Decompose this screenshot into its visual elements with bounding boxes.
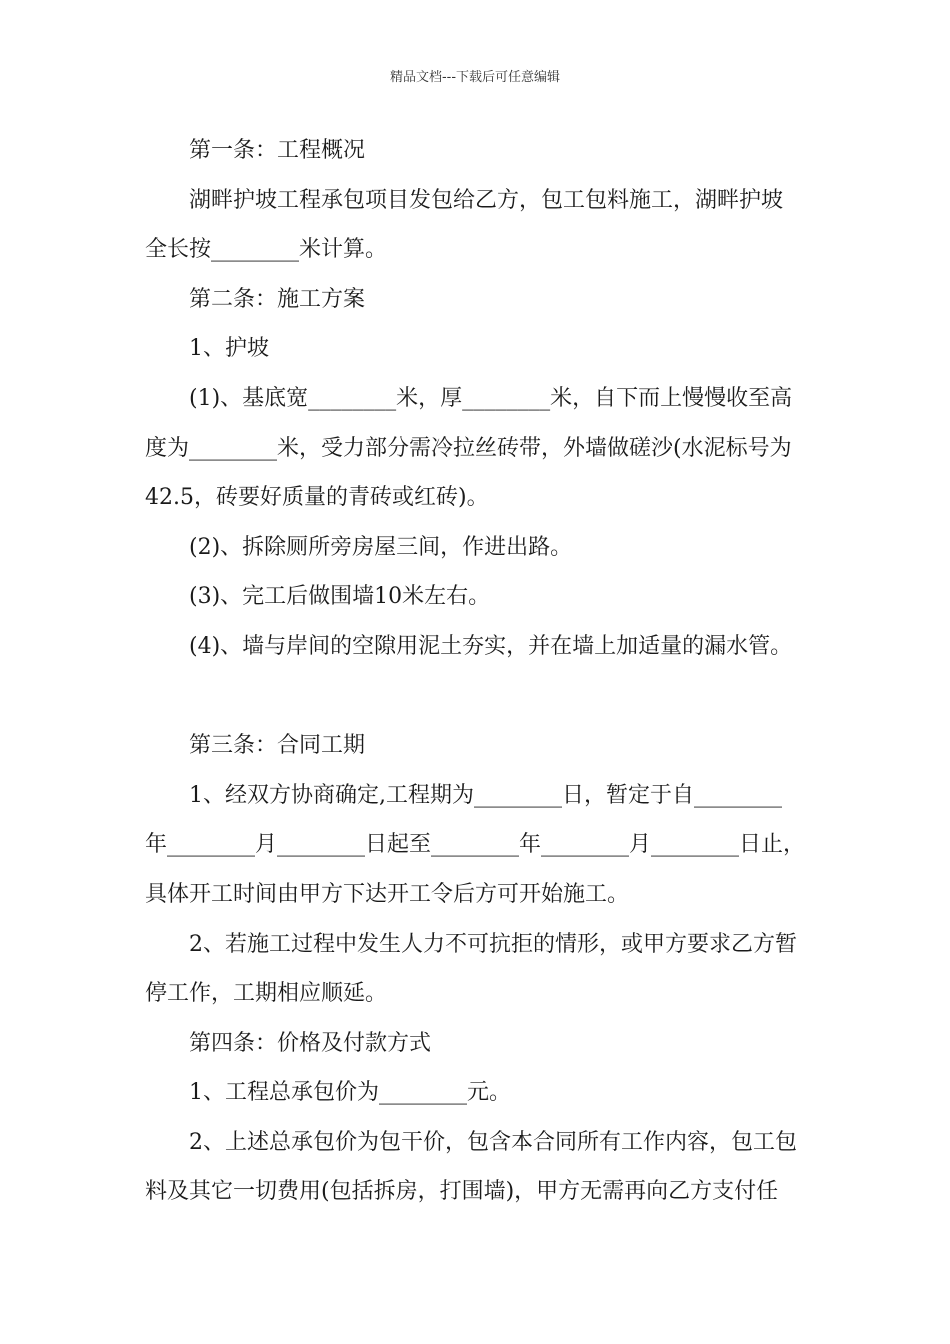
- paragraph-line: 湖畔护坡工程承包项目发包给乙方，包工包料施工，湖畔护坡: [189, 187, 784, 213]
- paragraph-line: (3)、完工后做围墙10米左右。: [189, 584, 491, 610]
- paragraph-line: 全长按________米计算。: [145, 237, 388, 263]
- paragraph-line: (1)、基底宽________米，厚________米，自下而上慢慢收至高: [189, 385, 793, 411]
- paragraph-line: (2)、拆除厕所旁房屋三间，作进出路。: [189, 534, 573, 560]
- paragraph-line: 料及其它一切费用(包括拆房，打围墙)，甲方无需再向乙方支付任: [145, 1179, 779, 1205]
- paragraph-line: 停工作，工期相应顺延。: [145, 981, 388, 1007]
- paragraph-line: 42.5，砖要好质量的青砖或红砖)。: [145, 485, 489, 511]
- subsection-heading: 1、护坡: [189, 336, 269, 362]
- document-body: [145, 126, 815, 1217]
- paragraph-line: 年________月________日起至________年________月________日止，: [145, 832, 806, 858]
- paragraph-line: 2、上述总承包价为包干价，包含本合同所有工作内容，包工包: [189, 1129, 797, 1155]
- section-heading-2: 第二条：施工方案: [189, 286, 366, 312]
- section-heading-4: 第四条：价格及付款方式: [189, 1030, 432, 1056]
- section-heading-3: 第三条：合同工期: [189, 733, 366, 759]
- blank-line: [145, 672, 815, 722]
- page-header: 精品文档---下载后可任意编辑: [389, 70, 561, 85]
- paragraph-line: 具体开工时间由甲方下达开工令后方可开始施工。: [145, 881, 630, 907]
- paragraph-line: 1、经双方协商确定,工程期为________日，暂定于自________: [189, 782, 782, 808]
- paragraph-line: 2、若施工过程中发生人力不可抗拒的情形，或甲方要求乙方暂: [189, 931, 797, 957]
- paragraph-line: 1、工程总承包价为________元。: [189, 1080, 511, 1106]
- section-heading-1: 第一条：工程概况: [189, 138, 366, 163]
- paragraph-line: 度为________米，受力部分需冷拉丝砖带，外墙做磋沙(水泥标号为: [145, 435, 792, 461]
- paragraph-line: (4)、墙与岸间的空隙用泥土夯实，并在墙上加适量的漏水管。: [189, 633, 793, 659]
